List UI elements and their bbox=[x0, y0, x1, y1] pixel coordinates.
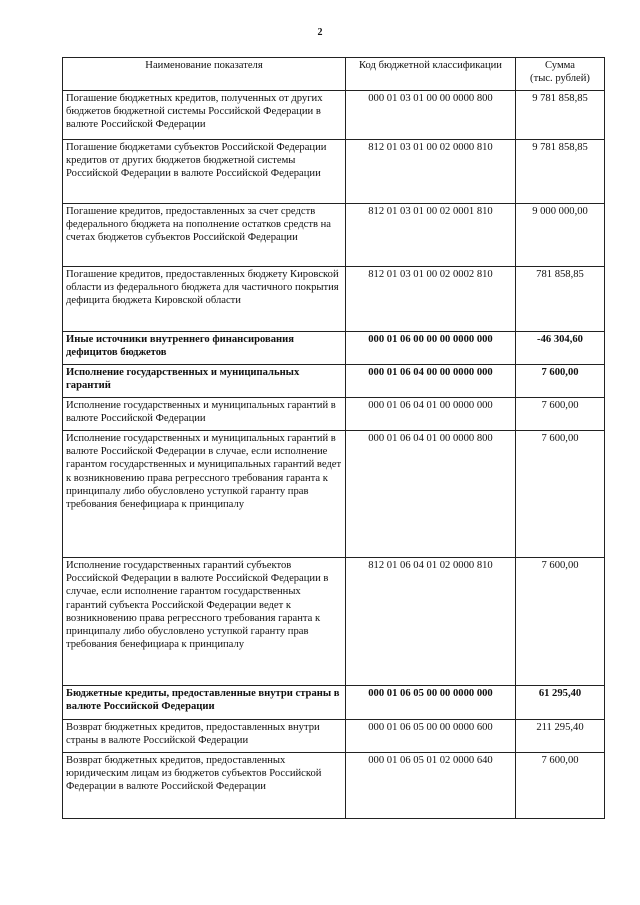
header-sum-label: Сумма bbox=[545, 60, 575, 71]
table-row bbox=[63, 365, 605, 398]
row-name: Погашение кредитов, предоставленных бюджету Кировской области из федерального бюджета для частичного покрытия дефицита бюджета Кировской области bbox=[63, 267, 346, 332]
row-code: 812 01 03 01 00 02 0002 810 bbox=[346, 267, 516, 332]
table-row bbox=[63, 431, 605, 558]
row-sum: 781 858,85 bbox=[516, 267, 605, 332]
row-sum: 61 295,40 bbox=[516, 686, 605, 720]
table-row bbox=[63, 686, 605, 720]
header-sum bbox=[516, 58, 605, 91]
row-code: 812 01 03 01 00 02 0001 810 bbox=[346, 204, 516, 267]
row-sum: 7 600,00 bbox=[516, 558, 605, 686]
table-row bbox=[63, 91, 605, 140]
row-sum: -46 304,60 bbox=[516, 332, 605, 365]
row-name: Бюджетные кредиты, предоставленные внутри страны в валюте Российской Федерации bbox=[63, 686, 346, 720]
table-row bbox=[63, 332, 605, 365]
row-code: 000 01 06 05 01 02 0000 640 bbox=[346, 753, 516, 819]
table-row bbox=[63, 140, 605, 204]
row-code: 000 01 03 01 00 00 0000 800 bbox=[346, 91, 516, 140]
row-code: 000 01 06 00 00 00 0000 000 bbox=[346, 332, 516, 365]
row-name: Исполнение государственных и муниципальных гарантий в валюте Российской Федерации bbox=[63, 398, 346, 431]
row-code: 812 01 06 04 01 02 0000 810 bbox=[346, 558, 516, 686]
row-code: 000 01 06 04 00 00 0000 000 bbox=[346, 365, 516, 398]
row-sum: 7 600,00 bbox=[516, 431, 605, 558]
row-code: 812 01 03 01 00 02 0000 810 bbox=[346, 140, 516, 204]
header-indicator-name: Наименование показателя bbox=[63, 58, 346, 91]
table-header-row bbox=[63, 58, 605, 91]
table-row bbox=[63, 720, 605, 753]
table-row bbox=[63, 204, 605, 267]
row-name: Исполнение государственных и муниципальных гарантий bbox=[63, 365, 346, 398]
row-name: Возврат бюджетных кредитов, предоставленных юридическим лицам из бюджетов субъектов Российской Федерации в валюте Российской Федерации bbox=[63, 753, 346, 819]
row-name: Погашение кредитов, предоставленных за счет средств федерального бюджета на пополнение остатков средств на счетах бюджетов субъектов Российской Федерации bbox=[63, 204, 346, 267]
table-row bbox=[63, 398, 605, 431]
row-name: Погашение бюджетных кредитов, полученных от других бюджетов бюджетной системы Российской Федерации в валюте Российской Федерации bbox=[63, 91, 346, 140]
table-row bbox=[63, 558, 605, 686]
row-sum: 9 000 000,00 bbox=[516, 204, 605, 267]
row-sum: 211 295,40 bbox=[516, 720, 605, 753]
row-sum: 7 600,00 bbox=[516, 753, 605, 819]
row-sum: 9 781 858,85 bbox=[516, 91, 605, 140]
header-sum-unit: (тыс. рублей) bbox=[530, 73, 590, 85]
row-name: Исполнение государственных гарантий субъектов Российской Федерации в валюте Российской Федерации в случае, если исполнение гарантом государственных гарантий субъекта Российской Федерации ведет к возникновению права регрессного требования гаранта к принципалу либо обусловлено уступкой гаранту прав требования бенефициара к принципалу bbox=[63, 558, 346, 686]
row-name: Иные источники внутреннего финансирования дефицитов бюджетов bbox=[63, 332, 346, 365]
row-name: Исполнение государственных и муниципальных гарантий в валюте Российской Федерации в случае, если исполнение гарантом государственных и муниципальных гарантий ведет к возникновению права регрессного требования гаранта к принципалу либо обусловлено уступкой гаранту прав требования бенефициара к принципалу bbox=[63, 431, 346, 558]
row-sum: 7 600,00 bbox=[516, 398, 605, 431]
row-sum: 9 781 858,85 bbox=[516, 140, 605, 204]
page-number: 2 bbox=[317, 27, 323, 38]
row-name: Возврат бюджетных кредитов, предоставленных внутри страны в валюте Российской Федерации bbox=[63, 720, 346, 753]
row-code: 000 01 06 04 01 00 0000 000 bbox=[346, 398, 516, 431]
header-budget-code: Код бюджетной классификации bbox=[346, 58, 516, 91]
row-code: 000 01 06 04 01 00 0000 800 bbox=[346, 431, 516, 558]
row-code: 000 01 06 05 00 00 0000 600 bbox=[346, 720, 516, 753]
row-code: 000 01 06 05 00 00 0000 000 bbox=[346, 686, 516, 720]
budget-sources-table bbox=[62, 57, 605, 819]
table-row bbox=[63, 753, 605, 819]
row-name: Погашение бюджетами субъектов Российской Федерации кредитов от других бюджетов бюджетной системы Российской Федерации в валюте Российской Федерации bbox=[63, 140, 346, 204]
row-sum: 7 600,00 bbox=[516, 365, 605, 398]
table-row bbox=[63, 267, 605, 332]
